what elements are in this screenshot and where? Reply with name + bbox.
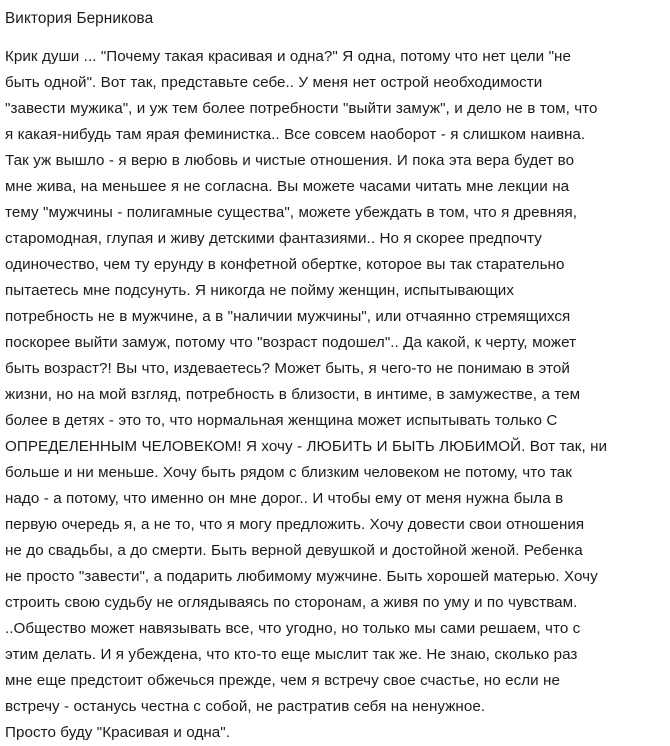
post-line: надо - а потому, что именно он мне дорог.. И чтобы ему от меня нужна была в <box>5 490 564 507</box>
post-line: встречу - останусь честна с собой, не растратив себя на ненужное. <box>5 698 486 715</box>
post-line: более в детях - это то, что нормальная женщина может испытывать только С <box>5 412 558 429</box>
post-line: одиночество, чем ту ерунду в конфетной обертке, которое вы так старательно <box>5 256 565 273</box>
post-line: Так уж вышло - я верю в любовь и чистые отношения. И пока эта вера будет во <box>5 152 575 169</box>
post-line: ..Общество может навязывать все, что угодно, но только мы сами решаем, что с <box>5 620 581 637</box>
post-line: быть одной". Вот так, представьте себе.. У меня нет острой необходимости <box>5 74 543 91</box>
title-body-spacer <box>5 32 658 44</box>
post-line: потребность не в мужчине, а в "наличии мужчины", или отчаянно стремящихся <box>5 308 571 325</box>
post-line: мне еще предстоит обжечься прежде, чем я встречу свое счастье, но если не <box>5 672 560 689</box>
post-line: не просто "завести", а подарить любимому мужчине. Быть хорошей матерью. Хочу <box>5 568 598 585</box>
post-line: "завести мужика", и уж тем более потребности "выйти замуж", и дело не в том, что <box>5 100 598 117</box>
post-line: мне жива, на меньшее я не согласна. Вы можете часами читать мне лекции на <box>5 178 570 195</box>
post-line: поскорее выйти замуж, потому что "возраст подошел".. Да какой, к черту, может <box>5 334 577 351</box>
post-line: старомодная, глупая и живу детскими фантазиями.. Но я скорее предпочту <box>5 230 542 247</box>
post-body-text <box>5 44 658 746</box>
post-line: пытаетесь мне подсунуть. Я никогда не пойму женщин, испытывающих <box>5 282 514 299</box>
post-line: строить свою судьбу не оглядываясь по сторонам, а живя по уму и по чувствам. <box>5 594 578 611</box>
post-line: тему "мужчины - полигамные существа", можете убеждать в том, что я древняя, <box>5 204 578 221</box>
post-line: не до свадьбы, а до смерти. Быть верной девушкой и достойной женой. Ребенка <box>5 542 583 559</box>
post-line: этим делать. И я убеждена, что кто-то еще мыслит так же. Не знаю, сколько раз <box>5 646 578 663</box>
post-line: Просто буду "Красивая и одна". <box>5 724 231 741</box>
author-name: Виктория Берникова <box>5 10 154 27</box>
post-line: первую очередь я, а не то, что я могу предложить. Хочу довести свои отношения <box>5 516 585 533</box>
post-line: быть возраст?! Вы что, издеваетесь? Может быть, я чего-то не понимаю в этой <box>5 360 570 377</box>
post-line: ОПРЕДЕЛЕННЫМ ЧЕЛОВЕКОМ! Я хочу - ЛЮБИТЬ И БЫТЬ ЛЮБИМОЙ. Вот так, ни <box>5 438 608 455</box>
post-line: больше и ни меньше. Хочу быть рядом с близким человеком не потому, что так <box>5 464 572 481</box>
post-line: я какая-нибудь там ярая феминистка.. Все совсем наоборот - я слишком наивна. <box>5 126 586 143</box>
post-line: жизни, но на мой взгляд, потребность в близости, в интиме, в замужестве, а тем <box>5 386 581 403</box>
post-line: Крик души ... "Почему такая красивая и одна?" Я одна, потому что нет цели "не <box>5 48 571 65</box>
